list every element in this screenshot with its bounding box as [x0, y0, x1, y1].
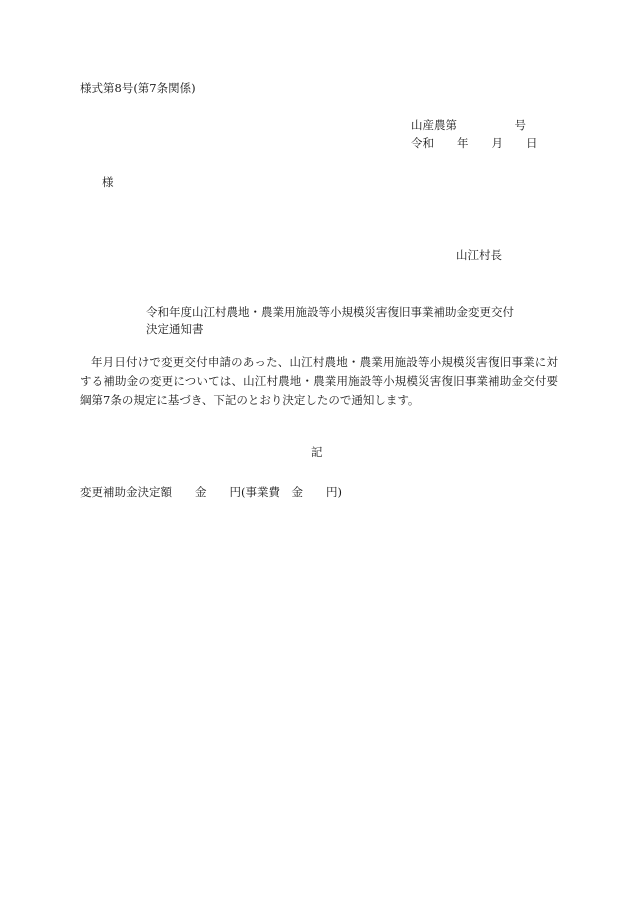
- reference-number: 山産農第 号: [411, 118, 526, 132]
- document-title: 令和年度山江村農地・農業用施設等小規模災害復旧事業補助金変更交付決定通知書: [146, 305, 514, 336]
- issuer: 山江村長: [456, 248, 502, 262]
- issue-date: 令和 年 月 日: [411, 136, 538, 150]
- ki-heading: 記: [311, 445, 323, 459]
- body-paragraph: 年月日付けで変更交付申請のあった、山江村農地・農業用施設等小規模災害復旧事業に対する補助金の変更については、山江村農地・農業用施設等小規模災害復旧事業補助金交付要綱第7条の規定に基づき、下記のとおり決定したので通知します。: [80, 355, 558, 407]
- form-number: 様式第8号(第7条関係): [80, 81, 196, 95]
- amount-line: 変更補助金決定額 金 円(事業費 金 円): [80, 485, 342, 499]
- addressee: 様: [102, 175, 114, 189]
